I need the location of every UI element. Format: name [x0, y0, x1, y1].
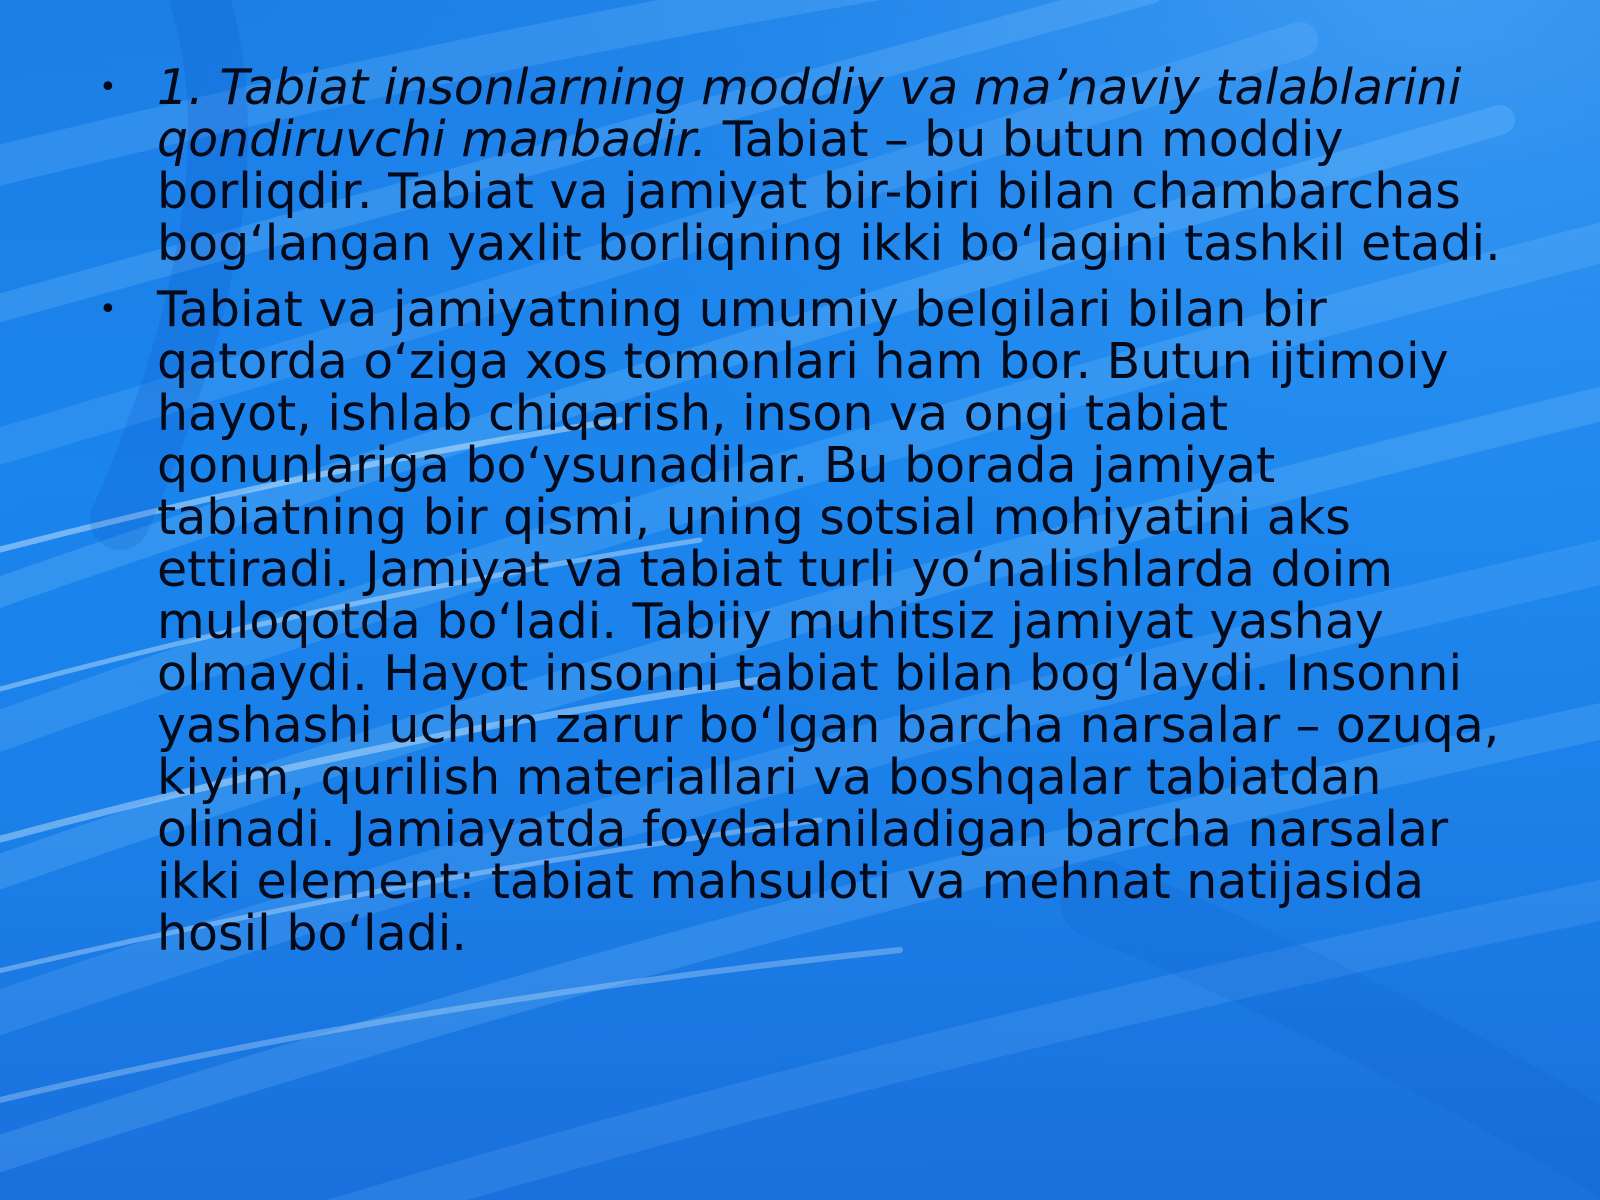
- slide-body: [95, 59, 1515, 974]
- bullet-text: Tabiat va jamiyatning umumiy belgilari bilan bir qatorda o‘ziga xos tomonlari ham bor. Butun ijtimoiy hayot, ishlab chiqarish, inson va ongi tabiat qonunlariga bo‘ysunadilar. Bu borada jamiyat tabiatning bir qismi, uning sotsial mohiyatini aks ettiradi. Jamiyat va tabiat turli yo‘nalishlarda doim muloqotda bo‘ladi. Tabiiy muhitsiz jamiyat yashay olmaydi. Hayot insonni tabiat bilan bog‘laydi. Insonni yashashi uchun zarur bo‘lgan barcha narsalar – ozuqa, kiyim, qurilish materiallari va boshqalar tabiatdan olinadi. Jamiayatda foydalaniladigan barcha narsalar ikki element: tabiat mahsuloti va mehnat natijasida hosil bo‘ladi.: [157, 281, 1500, 962]
- bullet-text: Tabiat – bu butun moddiy borliqdir. Tabiat va jamiyat bir-biri bilan chambarchas bog‘langan yaxlit borliqning ikki bo‘lagini tashkil etadi.: [157, 111, 1501, 272]
- bullet-marker: •: [99, 70, 117, 105]
- bullet-marker: •: [99, 292, 117, 327]
- bullet-item-2: [95, 281, 1515, 962]
- bullet-italic-lead: 1. Tabiat insonlarning moddiy va ma’naviy talablarini qondiruvchi manbadir.: [157, 59, 1462, 168]
- bullet-item-1: [95, 59, 1515, 272]
